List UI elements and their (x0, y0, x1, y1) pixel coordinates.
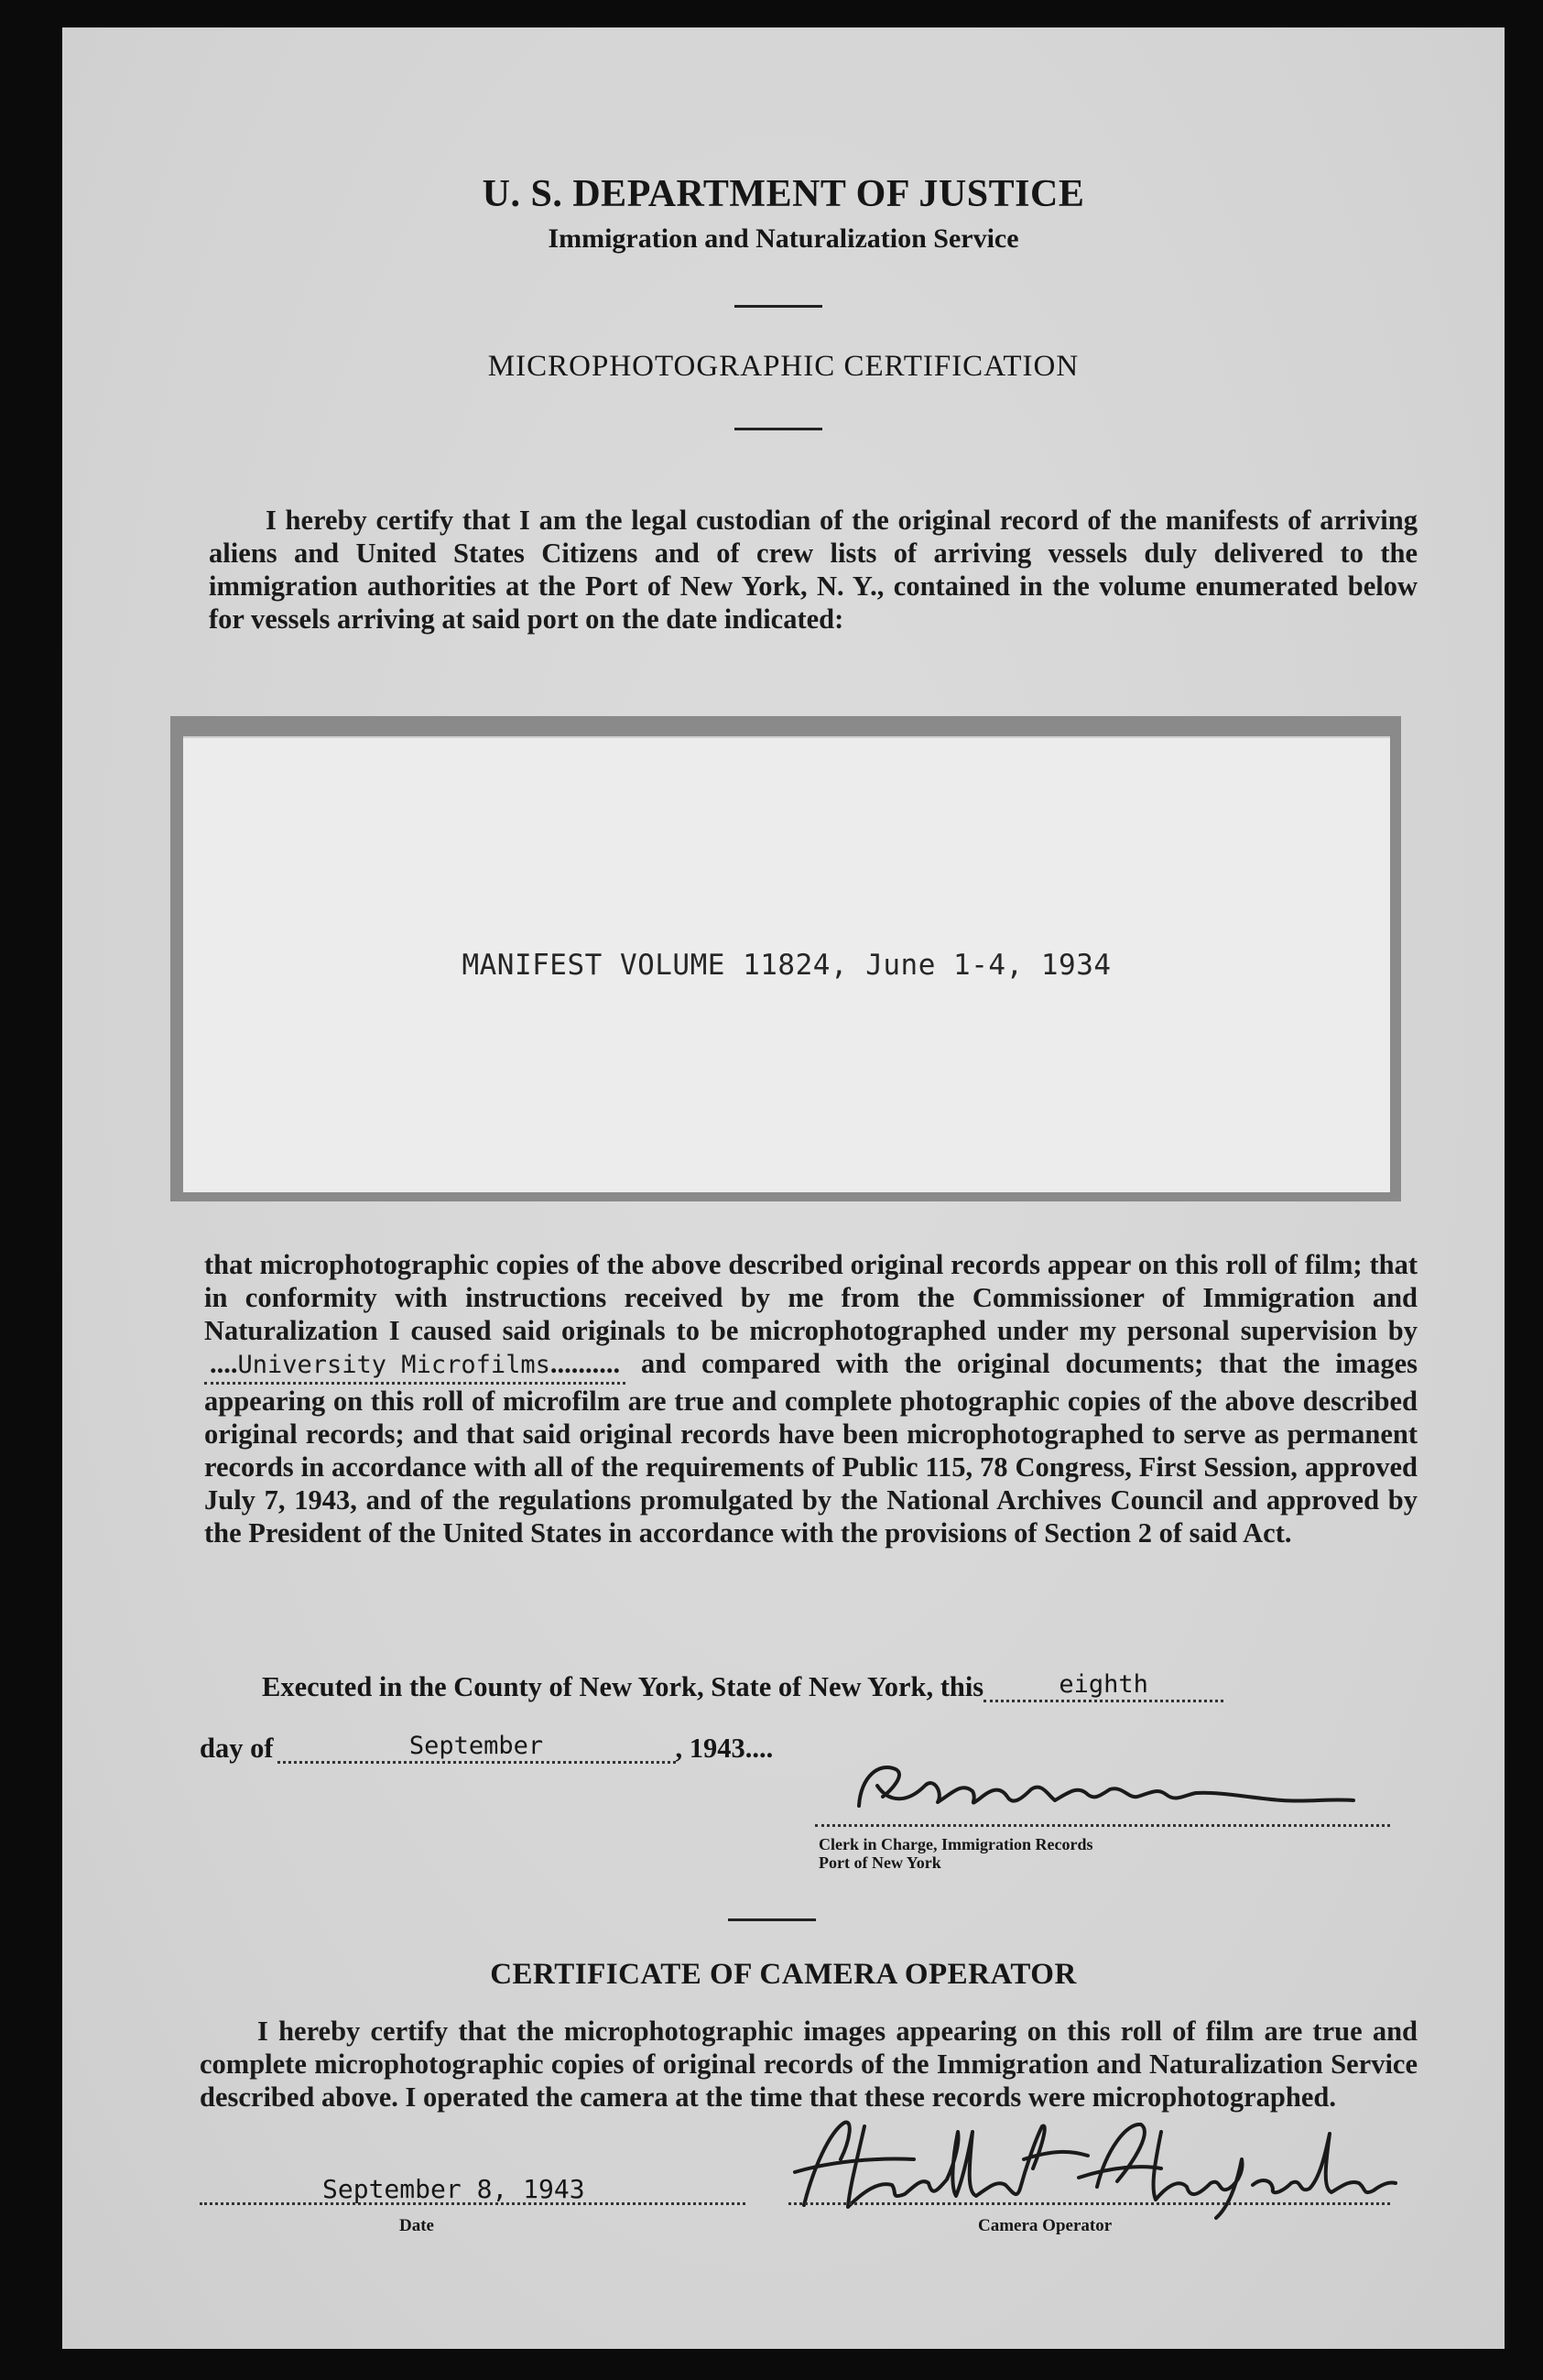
camera-operator-signature (777, 2104, 1399, 2223)
microfilm-paragraph-end: and compared with the original documents; that the images appearing on this roll of microfilm are true and complete photographic copies of the above described original records; and that said original records have been microphotographed to serve as permanent records in accordance with all of the requirements of Public 115, 78 Congress, First Session, approved July 7, 1943, and of the regulations promulgated by the National Archives Council and approved by the President of the United States in accordance with the provisions of Section 2 of said Act. (204, 1348, 1418, 1549)
day-of-label: day of (200, 1733, 274, 1764)
clerk-title-line1: Clerk in Charge, Immigration Records (819, 1835, 1093, 1853)
divider (734, 428, 822, 430)
microfilm-paragraph-start: that microphotographic copies of the above described original records appear on this roll of film; that in conformity with instructions received by me from the Commissioner of Immigration and Naturalization I caused said originals to be microphotographed under my personal supervision by (204, 1249, 1418, 1346)
clerk-signature-line (815, 1824, 1390, 1827)
microfilm-paragraph: that microphotographic copies of the above described original records appear on this roll of film; that in conformity with instructions received by me from the Commissioner of Immigration and Naturalization I caused said originals to be microphotographed under my personal supervision by....University Microfilms.......... and compared with the original documents; that the images appearing on this roll of microfilm are true and complete photographic copies of the above described original records; and that said original records have been microphotographed to serve as permanent records in accordance with all of the requirements of Public 115, 78 Congress, First Session, approved July 7, 1943, and of the regulations promulgated by the National Archives Council and approved by the President of the United States in accordance with the provisions of Section 2 of said Act. (204, 1249, 1418, 1549)
camera-certificate-title: CERTIFICATE OF CAMERA OPERATOR (490, 1958, 1077, 1991)
manifest-volume-label: MANIFEST VOLUME 11824, June 1-4, 1934 (462, 949, 1112, 982)
year-prefix: , 194 (675, 1733, 732, 1764)
date-label: Date (399, 2216, 434, 2235)
divider (728, 1918, 816, 1921)
manifest-card (183, 736, 1390, 1192)
certification-title: MICROPHOTOGRAPHIC CERTIFICATION (487, 350, 1080, 383)
clerk-signature (852, 1749, 1364, 1831)
camera-operator-label: Camera Operator (978, 2216, 1113, 2235)
camera-certificate-paragraph: I hereby certify that the microphotographic images appearing on this roll of film are true and complete microphotographic copies of original records of the Immigration and Naturalization Service described above. I operated the camera at the time that these records were microphotographed. (200, 2016, 1418, 2113)
service-subheading: Immigration and Naturalization Service (548, 223, 1019, 254)
certificate-page (62, 27, 1505, 2349)
divider (734, 305, 822, 308)
year-suffix: 3 (731, 1733, 745, 1764)
date-line (200, 2202, 745, 2205)
executed-text: Executed in the County of New York, State of New York, this (262, 1671, 984, 1702)
executed-month-value: September (408, 1732, 544, 1760)
camera-operator-signature-line (788, 2202, 1390, 2205)
filmed-by-value: University Microfilms (237, 1351, 550, 1379)
custodian-paragraph: I hereby certify that I am the legal custodian of the original record of the manifests of arriving aliens and United States Citizens and of crew lists of arriving vessels duly delivered to the immigration authorities at the Port of New York, N. Y., contained in the volume enumerated below for vessels arriving at said port on the date indicated: (209, 505, 1418, 635)
clerk-title-line2: Port of New York (819, 1853, 941, 1872)
clerk-title (819, 1835, 1092, 1872)
executed-line (262, 1671, 1418, 1706)
executed-day-value: eighth (1059, 1670, 1148, 1699)
certificate-date-value: September 8, 1943 (322, 2174, 585, 2204)
department-heading: U. S. DEPARTMENT OF JUSTICE (482, 173, 1085, 215)
day-of-line: day of September , 1943.... (200, 1733, 932, 1767)
